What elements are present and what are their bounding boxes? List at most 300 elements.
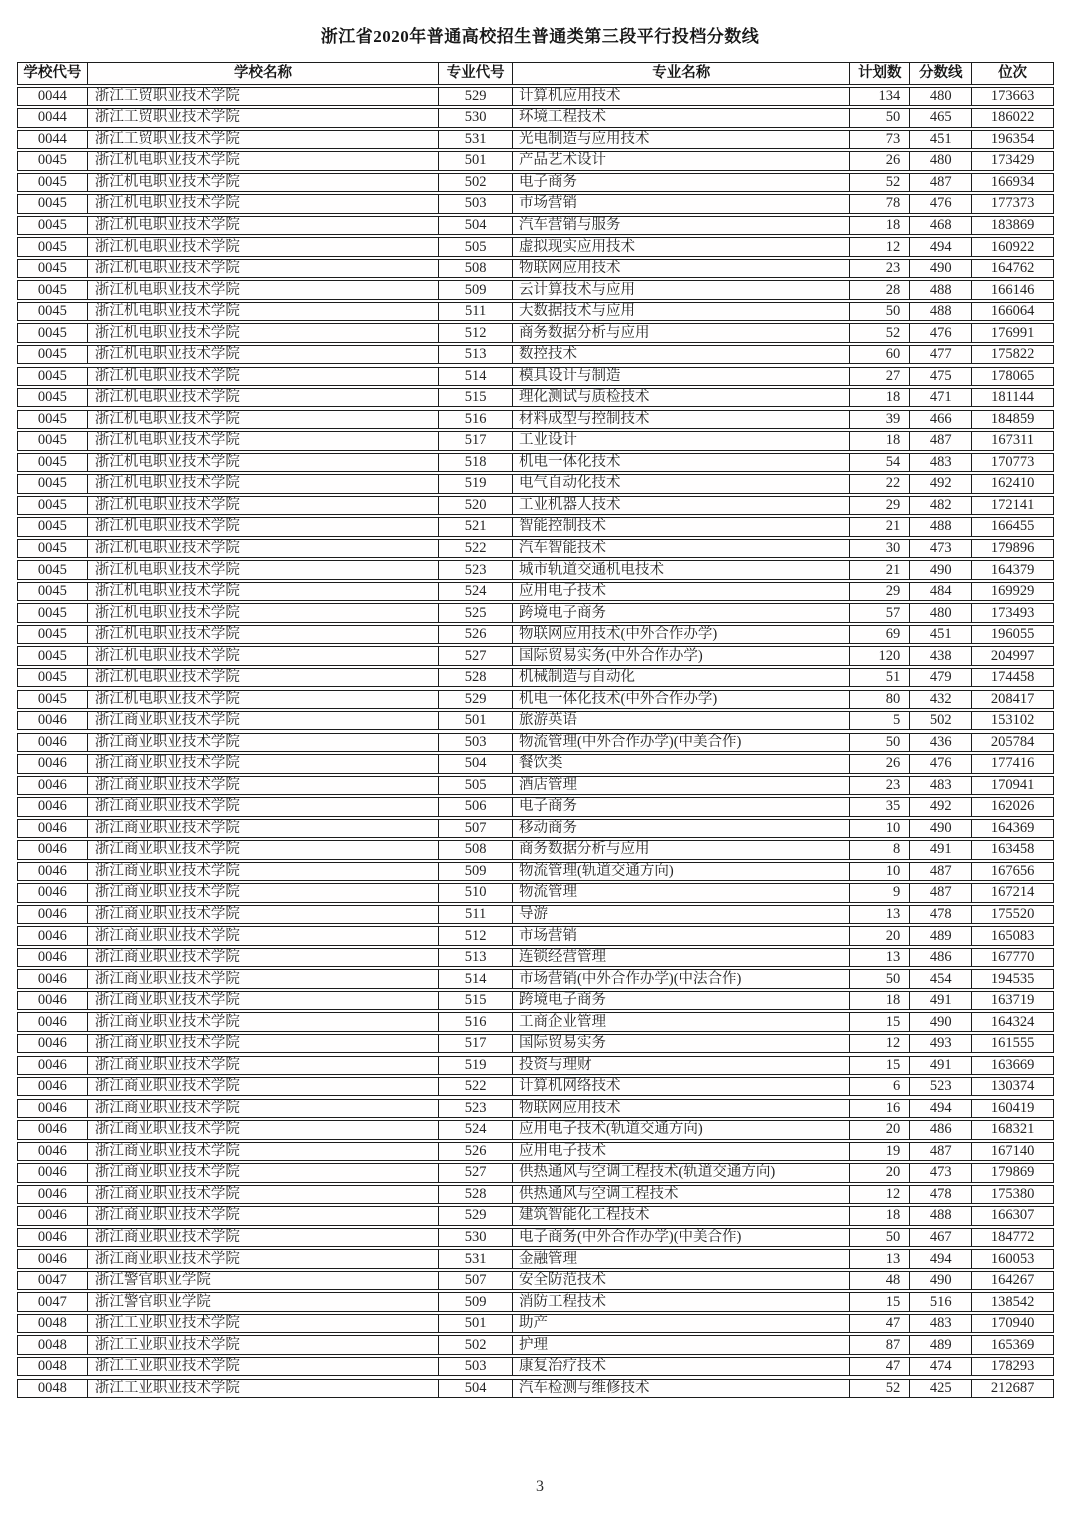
cell-school-code: 0045 [18, 454, 88, 471]
cell-school-code: 0045 [18, 389, 88, 406]
cell-score-line: 479 [910, 669, 972, 686]
cell-rank: 181144 [991, 389, 1035, 406]
cell-plan-count: 52 [850, 324, 910, 341]
table-row [17, 259, 1054, 278]
cell-school-code: 0046 [18, 992, 88, 1009]
cell-plan-count: 13 [850, 906, 910, 923]
cell-major-name: 材料成型与控制技术 [513, 411, 850, 428]
cell-major-name: 汽车检测与维修技术 [513, 1380, 850, 1397]
cell-school-name: 浙江警官职业学院 [88, 1293, 439, 1310]
cell-score-line: 480 [910, 88, 972, 105]
cell-major-code: 530 [439, 1229, 513, 1246]
cell-school-code: 0045 [18, 583, 88, 600]
cell-plan-count: 18 [850, 1207, 910, 1224]
cell-school-name: 浙江机电职业技术学院 [88, 691, 439, 708]
cell-school-name: 浙江工业职业技术学院 [88, 1380, 439, 1397]
cell-school-code: 0048 [18, 1336, 88, 1353]
cell-rank: 186022 [990, 109, 1035, 126]
cell-major-name: 汽车营销与服务 [513, 217, 850, 234]
cell-score-line: 425 [910, 1380, 972, 1397]
cell-school-name: 浙江商业职业技术学院 [88, 1164, 439, 1181]
cell-major-name: 移动商务 [513, 820, 850, 837]
cell-rank: 183869 [990, 217, 1035, 234]
cell-major-code: 504 [439, 217, 513, 234]
cell-major-code: 516 [439, 411, 513, 428]
cell-score-line: 490 [910, 1272, 972, 1289]
cell-plan-count: 18 [850, 217, 910, 234]
table-row [17, 646, 1054, 665]
cell-plan-count: 20 [850, 927, 910, 944]
score-table [17, 62, 1054, 1398]
cell-school-name: 浙江商业职业技术学院 [88, 1143, 439, 1160]
cell-school-code: 0046 [18, 906, 88, 923]
cell-major-name: 市场营销 [513, 927, 850, 944]
cell-major-code: 529 [439, 1207, 513, 1224]
table-row [17, 539, 1054, 558]
cell-plan-count: 6 [850, 1078, 910, 1095]
cell-school-code: 0046 [18, 1121, 88, 1138]
cell-school-name: 浙江机电职业技术学院 [88, 540, 439, 557]
cell-school-code: 0045 [18, 411, 88, 428]
table-row [17, 1142, 1054, 1161]
table-row [17, 1379, 1054, 1398]
table-row [17, 1314, 1054, 1333]
cell-school-name: 浙江警官职业学院 [88, 1272, 439, 1289]
header-cell-major-name: 专业名称 [513, 63, 850, 84]
cell-major-name: 理化测试与质检技术 [513, 389, 850, 406]
cell-school-name: 浙江商业职业技术学院 [88, 777, 439, 794]
cell-plan-count: 27 [850, 368, 910, 385]
cell-rank: 184859 [990, 410, 1035, 427]
cell-school-name: 浙江工业职业技术学院 [88, 1336, 439, 1353]
cell-rank: 167770 [990, 949, 1035, 966]
cell-plan-count: 47 [850, 1315, 910, 1332]
cell-major-name: 城市轨道交通机电技术 [513, 561, 850, 578]
cell-school-code: 0045 [18, 152, 88, 169]
cell-major-name: 商务数据分析与应用 [513, 324, 850, 341]
cell-school-name: 浙江商业职业技术学院 [88, 927, 439, 944]
cell-score-line: 476 [910, 195, 972, 212]
cell-major-code: 501 [439, 1315, 513, 1332]
cell-school-code: 0045 [18, 540, 88, 557]
cell-score-line: 482 [910, 497, 972, 514]
table-row [17, 280, 1054, 299]
cell-major-name: 产品艺术设计 [513, 152, 850, 169]
cell-plan-count: 26 [850, 755, 910, 772]
cell-rank: 173493 [990, 604, 1035, 621]
cell-rank: 173663 [990, 87, 1035, 104]
cell-school-code: 0045 [18, 669, 88, 686]
cell-plan-count: 69 [850, 626, 910, 643]
cell-school-code: 0046 [18, 1078, 88, 1095]
cell-major-code: 505 [439, 238, 513, 255]
cell-plan-count: 47 [850, 1358, 910, 1375]
cell-plan-count: 12 [850, 238, 910, 255]
cell-school-code: 0047 [18, 1272, 88, 1289]
cell-school-code: 0044 [18, 88, 88, 105]
cell-rank: 177373 [990, 195, 1035, 212]
cell-major-code: 525 [439, 604, 513, 621]
cell-major-code: 509 [439, 281, 513, 298]
cell-score-line: 475 [910, 368, 972, 385]
cell-plan-count: 21 [850, 518, 910, 535]
cell-score-line: 489 [910, 1336, 972, 1353]
cell-rank: 138542 [990, 1293, 1035, 1310]
cell-school-name: 浙江机电职业技术学院 [88, 411, 439, 428]
cell-school-code: 0045 [18, 518, 88, 535]
cell-plan-count: 35 [850, 798, 910, 815]
cell-plan-count: 28 [850, 281, 910, 298]
cell-score-line: 451 [910, 626, 972, 643]
cell-plan-count: 57 [850, 604, 910, 621]
cell-school-code: 0046 [18, 1057, 88, 1074]
cell-school-name: 浙江商业职业技术学院 [88, 1250, 439, 1267]
cell-score-line: 488 [910, 303, 972, 320]
cell-school-code: 0048 [18, 1315, 88, 1332]
cell-plan-count: 52 [850, 1380, 910, 1397]
cell-major-code: 524 [439, 583, 513, 600]
table-row [17, 388, 1054, 407]
cell-major-name: 工商企业管理 [513, 1013, 850, 1030]
cell-rank: 196055 [990, 626, 1035, 643]
cell-score-line: 494 [910, 1250, 972, 1267]
cell-score-line: 486 [910, 1121, 972, 1138]
cell-plan-count: 26 [850, 152, 910, 169]
page-title: 浙江省2020年普通高校招生普通类第三段平行投档分数线 [320, 27, 760, 46]
cell-major-name: 电气自动化技术 [513, 475, 850, 492]
cell-rank: 168321 [990, 1121, 1035, 1138]
cell-school-name: 浙江机电职业技术学院 [88, 260, 439, 277]
cell-rank: 163458 [990, 841, 1035, 858]
cell-major-name: 机电一体化技术 [513, 454, 850, 471]
cell-major-code: 508 [439, 260, 513, 277]
cell-school-code: 0046 [18, 734, 88, 751]
cell-score-line: 488 [910, 281, 972, 298]
cell-plan-count: 29 [850, 583, 910, 600]
cell-school-code: 0045 [18, 604, 88, 621]
cell-score-line: 492 [910, 798, 972, 815]
cell-school-name: 浙江工业职业技术学院 [88, 1315, 439, 1332]
cell-plan-count: 50 [850, 734, 910, 751]
cell-school-code: 0046 [18, 1143, 88, 1160]
table-row [17, 216, 1054, 235]
cell-school-name: 浙江商业职业技术学院 [88, 970, 439, 987]
cell-major-code: 531 [439, 1250, 513, 1267]
cell-school-name: 浙江商业职业技术学院 [88, 712, 439, 729]
table-row [17, 840, 1054, 859]
cell-rank: 196354 [990, 130, 1035, 147]
cell-score-line: 465 [910, 109, 972, 126]
cell-rank: 170941 [990, 776, 1035, 793]
cell-school-code: 0046 [18, 949, 88, 966]
cell-major-name: 跨境电子商务 [513, 604, 850, 621]
cell-score-line: 489 [910, 927, 972, 944]
cell-major-name: 国际贸易实务(中外合作办学) [513, 647, 850, 664]
cell-plan-count: 19 [850, 1143, 910, 1160]
cell-major-code: 502 [439, 174, 513, 191]
cell-score-line: 451 [910, 131, 972, 148]
cell-school-name: 浙江机电职业技术学院 [88, 518, 439, 535]
table-row [17, 1012, 1054, 1031]
cell-major-name: 电子商务(中外合作办学)(中美合作) [513, 1229, 850, 1246]
table-row [17, 603, 1054, 622]
cell-plan-count: 10 [850, 863, 910, 880]
table-row [17, 237, 1054, 256]
cell-major-code: 527 [439, 647, 513, 664]
cell-school-code: 0046 [18, 755, 88, 772]
table-row [17, 926, 1054, 945]
cell-major-name: 应用电子技术 [513, 1143, 850, 1160]
cell-plan-count: 39 [850, 411, 910, 428]
table-row [17, 668, 1054, 687]
cell-plan-count: 20 [850, 1164, 910, 1181]
cell-major-name: 旅游英语 [513, 712, 850, 729]
cell-school-code: 0046 [18, 970, 88, 987]
cell-major-name: 护理 [513, 1336, 850, 1353]
cell-rank: 204997 [990, 647, 1035, 664]
cell-major-code: 522 [439, 1078, 513, 1095]
cell-school-code: 0045 [18, 368, 88, 385]
cell-plan-count: 18 [850, 432, 910, 449]
cell-major-name: 智能控制技术 [513, 518, 850, 535]
cell-school-name: 浙江机电职业技术学院 [88, 475, 439, 492]
cell-school-name: 浙江商业职业技术学院 [88, 755, 439, 772]
cell-rank: 130374 [990, 1078, 1035, 1095]
cell-school-name: 浙江工贸职业技术学院 [88, 109, 439, 126]
cell-major-code: 511 [439, 906, 513, 923]
cell-major-name: 机械制造与自动化 [513, 669, 850, 686]
cell-score-line: 486 [910, 949, 972, 966]
cell-major-code: 513 [439, 346, 513, 363]
cell-school-name: 浙江机电职业技术学院 [88, 389, 439, 406]
table-row [17, 1228, 1054, 1247]
cell-major-name: 应用电子技术(轨道交通方向) [513, 1121, 850, 1138]
cell-school-code: 0046 [18, 798, 88, 815]
cell-rank: 161555 [990, 1035, 1035, 1052]
cell-major-name: 光电制造与应用技术 [513, 131, 850, 148]
cell-major-name: 餐饮类 [513, 755, 850, 772]
cell-school-code: 0046 [18, 841, 88, 858]
cell-major-code: 501 [439, 712, 513, 729]
cell-plan-count: 9 [850, 884, 910, 901]
cell-plan-count: 30 [850, 540, 910, 557]
cell-major-name: 虚拟现实应用技术 [513, 238, 850, 255]
cell-rank: 167656 [990, 862, 1035, 879]
cell-plan-count: 23 [850, 260, 910, 277]
cell-major-name: 计算机应用技术 [513, 88, 850, 105]
cell-major-code: 505 [439, 777, 513, 794]
cell-score-line: 468 [910, 217, 972, 234]
cell-plan-count: 15 [850, 1013, 910, 1030]
cell-score-line: 487 [910, 1143, 972, 1160]
cell-rank: 176991 [990, 324, 1035, 341]
header-cell-school-code: 学校代号 [18, 63, 88, 84]
cell-plan-count: 51 [850, 669, 910, 686]
cell-rank: 178293 [990, 1358, 1035, 1375]
cell-major-name: 助产 [513, 1315, 850, 1332]
cell-score-line: 502 [910, 712, 972, 729]
cell-school-name: 浙江机电职业技术学院 [88, 626, 439, 643]
cell-major-code: 523 [439, 561, 513, 578]
cell-score-line: 490 [910, 1013, 972, 1030]
cell-rank: 164379 [990, 561, 1035, 578]
table-body [17, 87, 1054, 1398]
cell-major-code: 508 [439, 841, 513, 858]
cell-major-code: 503 [439, 734, 513, 751]
cell-rank: 160419 [990, 1099, 1035, 1116]
cell-school-code: 0046 [18, 820, 88, 837]
cell-major-code: 504 [439, 1380, 513, 1397]
cell-plan-count: 18 [850, 389, 910, 406]
cell-plan-count: 29 [850, 497, 910, 514]
cell-school-code: 0045 [18, 561, 88, 578]
cell-rank: 177416 [990, 755, 1035, 772]
cell-score-line: 484 [910, 583, 972, 600]
cell-plan-count: 15 [850, 1293, 910, 1310]
cell-major-code: 520 [439, 497, 513, 514]
cell-major-name: 机电一体化技术(中外合作办学) [513, 691, 850, 708]
table-row [17, 151, 1054, 170]
table-row [17, 797, 1054, 816]
cell-school-name: 浙江工贸职业技术学院 [88, 88, 439, 105]
table-row [17, 819, 1054, 838]
table-row [17, 87, 1054, 106]
cell-major-code: 529 [439, 88, 513, 105]
table-row [17, 991, 1054, 1010]
table-row [17, 474, 1054, 493]
cell-major-code: 506 [439, 798, 513, 815]
cell-school-name: 浙江机电职业技术学院 [88, 368, 439, 385]
page-number: 3 [536, 1478, 544, 1495]
cell-school-name: 浙江机电职业技术学院 [88, 281, 439, 298]
cell-school-code: 0045 [18, 475, 88, 492]
cell-school-code: 0046 [18, 777, 88, 794]
cell-school-code: 0046 [18, 884, 88, 901]
cell-major-code: 519 [439, 475, 513, 492]
cell-school-name: 浙江机电职业技术学院 [88, 238, 439, 255]
cell-school-name: 浙江商业职业技术学院 [88, 798, 439, 815]
cell-major-name: 市场营销(中外合作办学)(中法合作) [513, 970, 850, 987]
cell-major-code: 503 [439, 195, 513, 212]
cell-score-line: 490 [910, 561, 972, 578]
cell-school-name: 浙江机电职业技术学院 [88, 669, 439, 686]
cell-school-code: 0045 [18, 195, 88, 212]
table-row [17, 1357, 1054, 1376]
cell-score-line: 487 [910, 884, 972, 901]
cell-plan-count: 60 [850, 346, 910, 363]
header-cell-plan-count: 计划数 [850, 63, 910, 84]
cell-rank: 178065 [990, 367, 1035, 384]
cell-score-line: 467 [910, 1229, 972, 1246]
cell-plan-count: 15 [850, 1057, 910, 1074]
cell-rank: 205784 [990, 733, 1035, 750]
cell-school-code: 0045 [18, 260, 88, 277]
cell-major-code: 510 [439, 884, 513, 901]
cell-score-line: 480 [910, 152, 972, 169]
cell-major-code: 530 [439, 109, 513, 126]
cell-major-name: 供热通风与空调工程技术 [513, 1186, 850, 1203]
cell-school-name: 浙江商业职业技术学院 [88, 1229, 439, 1246]
cell-rank: 179869 [990, 1164, 1035, 1181]
table-row [17, 496, 1054, 515]
cell-rank: 172141 [990, 496, 1035, 513]
table-row [17, 1077, 1054, 1096]
table-row [17, 453, 1054, 472]
cell-rank: 173429 [990, 152, 1035, 169]
cell-plan-count: 50 [850, 303, 910, 320]
cell-rank: 184772 [990, 1228, 1035, 1245]
cell-school-name: 浙江机电职业技术学院 [88, 561, 439, 578]
cell-major-name: 电子商务 [513, 174, 850, 191]
cell-school-name: 浙江商业职业技术学院 [88, 906, 439, 923]
cell-school-name: 浙江商业职业技术学院 [88, 1013, 439, 1030]
cell-score-line: 493 [910, 1035, 972, 1052]
cell-rank: 166064 [990, 303, 1035, 320]
cell-plan-count: 12 [850, 1186, 910, 1203]
cell-school-name: 浙江机电职业技术学院 [88, 432, 439, 449]
cell-major-code: 519 [439, 1057, 513, 1074]
cell-major-name: 商务数据分析与应用 [513, 841, 850, 858]
table-row [17, 754, 1054, 773]
cell-school-code: 0045 [18, 281, 88, 298]
table-row [17, 582, 1054, 601]
cell-school-code: 0045 [18, 346, 88, 363]
table-row [17, 1271, 1054, 1290]
cell-rank: 175822 [990, 346, 1035, 363]
cell-score-line: 483 [910, 1315, 972, 1332]
table-row [17, 108, 1054, 127]
cell-school-name: 浙江商业职业技术学院 [88, 992, 439, 1009]
cell-major-code: 503 [439, 1358, 513, 1375]
cell-rank: 166146 [990, 281, 1035, 298]
cell-score-line: 473 [910, 1164, 972, 1181]
cell-school-name: 浙江商业职业技术学院 [88, 1100, 439, 1117]
cell-score-line: 454 [910, 970, 972, 987]
cell-school-name: 浙江机电职业技术学院 [88, 217, 439, 234]
cell-major-name: 跨境电子商务 [513, 992, 850, 1009]
cell-major-code: 509 [439, 1293, 513, 1310]
table-row [17, 1292, 1054, 1311]
table-row [17, 302, 1054, 321]
cell-score-line: 487 [910, 432, 972, 449]
table-row [17, 969, 1054, 988]
cell-major-name: 汽车智能技术 [513, 540, 850, 557]
cell-school-code: 0046 [18, 1100, 88, 1117]
cell-school-code: 0045 [18, 691, 88, 708]
table-row [17, 323, 1054, 342]
cell-school-name: 浙江机电职业技术学院 [88, 454, 439, 471]
cell-major-code: 512 [439, 324, 513, 341]
cell-school-code: 0046 [18, 1207, 88, 1224]
cell-plan-count: 13 [850, 949, 910, 966]
cell-score-line: 487 [910, 174, 972, 191]
table-row [17, 1034, 1054, 1053]
cell-score-line: 432 [910, 691, 972, 708]
table-header-row [17, 62, 1054, 85]
cell-major-code: 512 [439, 927, 513, 944]
table-row [17, 883, 1054, 902]
cell-rank: 166307 [990, 1207, 1035, 1224]
cell-rank: 169929 [990, 583, 1035, 600]
table-row [17, 625, 1054, 644]
cell-major-name: 金融管理 [513, 1250, 850, 1267]
cell-school-code: 0045 [18, 174, 88, 191]
table-row [17, 1120, 1054, 1139]
cell-rank: 162410 [990, 475, 1035, 492]
cell-major-name: 国际贸易实务 [513, 1035, 850, 1052]
cell-plan-count: 50 [850, 970, 910, 987]
cell-school-code: 0045 [18, 647, 88, 664]
